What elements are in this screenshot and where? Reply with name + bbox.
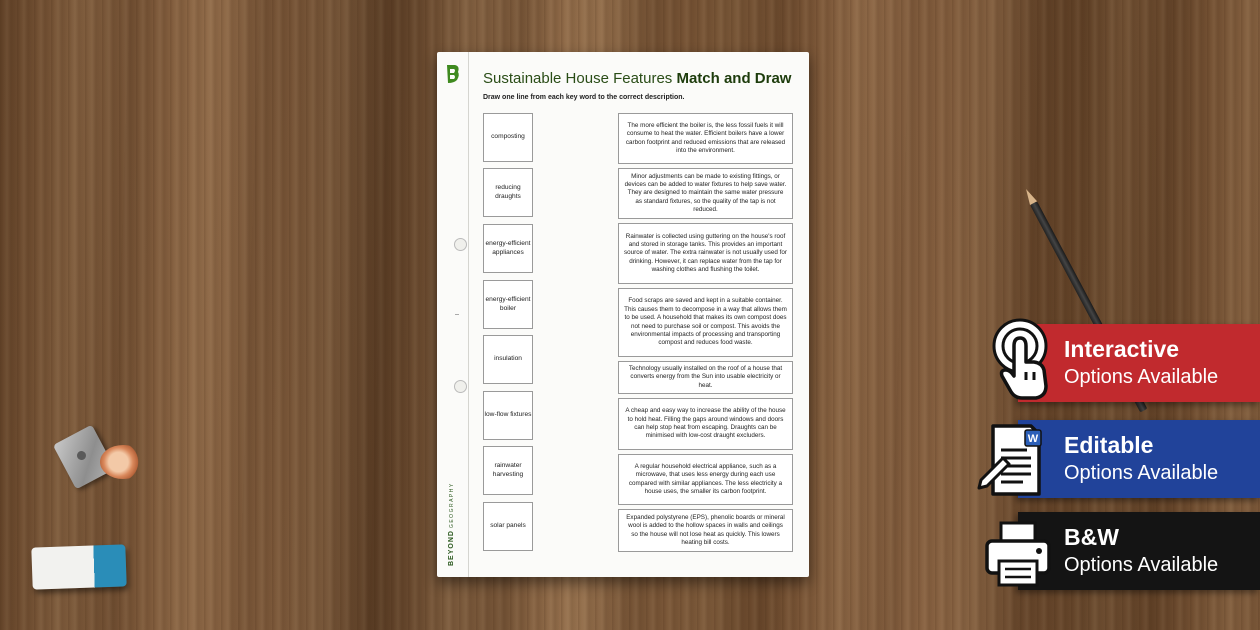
badge-subtitle: Options Available — [1064, 554, 1219, 576]
description-box: The more efficient the boiler is, the less fossil fuels it will consume to heat the water. Efficient boilers have a lower carbon footprint and reduced emissions that are released into the environment. — [618, 113, 793, 164]
keyword-box: insulation — [483, 335, 533, 384]
keyword-box: rainwater harvesting — [483, 446, 533, 495]
word-document-pencil-icon — [977, 420, 1047, 506]
editable-badge[interactable] — [1018, 420, 1260, 498]
brand-name: BEYOND — [448, 530, 455, 566]
description-box: Food scraps are saved and kept in a suitable container. This causes them to decompose in a way that allows them to be used. A household that makes its own compost does not need to purchase soil or compost. This avoids the environmental impacts of processing and transporting compost and reduces food waste. — [618, 288, 793, 357]
title-bold: Match and Draw — [676, 70, 792, 87]
fold-mark — [455, 314, 459, 315]
description-box: A regular household electrical appliance, such as a microwave, that uses less energy during each use compared with similar appliances. The less electricity a house uses, the smaller its carbon footprint. — [618, 454, 793, 505]
brand-sub: GEOGRAPHY — [449, 482, 455, 529]
badge-title: Interactive — [1064, 336, 1180, 362]
eraser — [31, 544, 126, 589]
printer-icon — [983, 517, 1053, 603]
badge-subtitle: Options Available — [1064, 366, 1219, 388]
keyword-box: energy-efficient appliances — [483, 224, 533, 273]
description-box: A cheap and easy way to increase the ability of the house to hold heat. Filling the gaps around windows and doors can help stop heat from escaping. Draughts can be minimised with low-cost draught excluders. — [618, 398, 793, 450]
beyond-logo-icon — [445, 64, 461, 84]
bw-badge[interactable] — [1018, 512, 1260, 590]
badge-title: B&W — [1064, 524, 1119, 550]
description-box: Technology usually installed on the roof of a house that converts energy from the Sun into usable electricity or heat. — [618, 361, 793, 394]
badge-title: Editable — [1064, 432, 1154, 458]
worksheet — [437, 52, 809, 577]
worksheet-title — [483, 70, 791, 87]
touch-hand-icon — [990, 316, 1060, 402]
punch-hole — [454, 380, 467, 393]
description-box: Rainwater is collected using guttering on the house's roof and stored in storage tanks. This provides an important source of water. The extra rainwater is not usually used for drinking. However, it can replace water from the tap for washing clothes and flushing the toilet. — [618, 223, 793, 284]
punch-hole — [454, 238, 467, 251]
keyword-box: energy-efficient boiler — [483, 280, 533, 329]
keyword-box: reducing draughts — [483, 168, 533, 217]
description-box: Expanded polystyrene (EPS), phenolic boards or mineral wool is added to the hollow spaces in walls and ceilings so the house will not lose heat as quickly. This lowers heating bill costs. — [618, 509, 793, 552]
keyword-box: solar panels — [483, 502, 533, 551]
vertical-brand — [448, 482, 455, 566]
worksheet-instruction: Draw one line from each key word to the correct description. — [483, 94, 685, 101]
title-regular: Sustainable House Features — [483, 70, 673, 87]
svg-text:W: W — [1027, 433, 1039, 445]
keyword-box: low-flow fixtures — [483, 391, 533, 440]
keyword-box: composting — [483, 113, 533, 162]
pencil-shavings — [100, 445, 146, 479]
description-box: Minor adjustments can be made to existing fittings, or devices can be added to water fixtures to help save water. They are designed to maintain the same water pressure as standard fixtures, so the quality of the tap is not reduced. — [618, 168, 793, 219]
badge-subtitle: Options Available — [1064, 462, 1219, 484]
